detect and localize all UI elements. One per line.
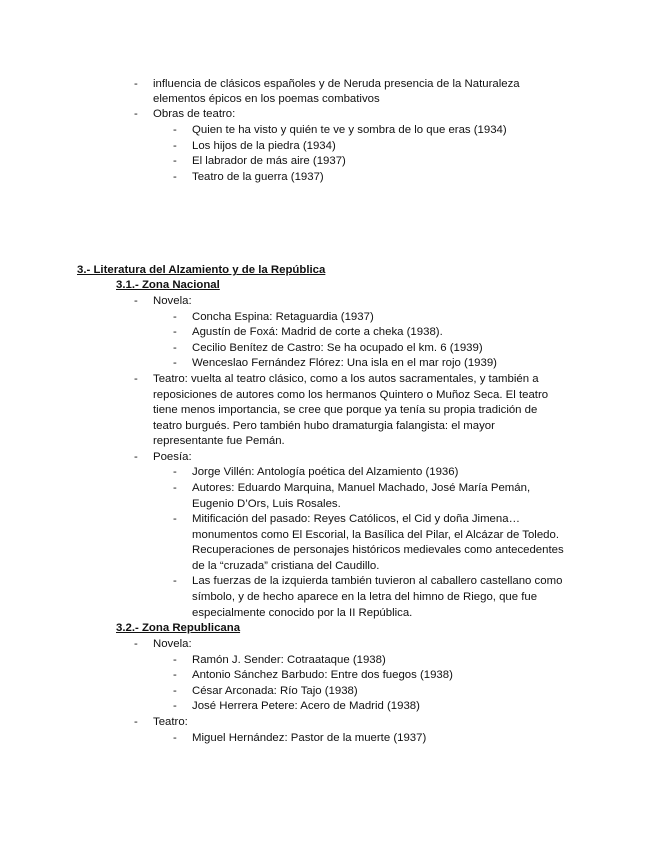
bullet-dash: - (173, 685, 177, 697)
subsection-heading: 3.1.- Zona Nacional (116, 279, 220, 291)
list-item-text: Jorge Villén: Antología poética del Alzamiento (1936) (192, 466, 459, 478)
bullet-dash: - (134, 108, 138, 120)
list-item-text: Teatro: (153, 716, 188, 728)
paragraph-line: tiene menos importancia, se cree que porque ya tenía su propia tradición de (153, 404, 538, 416)
bullet-dash: - (134, 295, 138, 307)
bullet-dash: - (173, 654, 177, 666)
list-item-text: especialmente conocido por la II República. (192, 607, 413, 619)
list-item-text: El labrador de más aire (1937) (192, 155, 346, 167)
bullet-dash: - (134, 638, 138, 650)
bullet-dash: - (173, 732, 177, 744)
paragraph-line: representante fue Pemán. (153, 435, 285, 447)
list-item-text: Quien te ha visto y quién te ve y sombra de lo que eras (1934) (192, 124, 507, 136)
bullet-dash: - (173, 124, 177, 136)
list-item-text: de la “cruzada” cristiana del Caudillo. (192, 560, 380, 572)
bullet-dash: - (134, 373, 138, 385)
list-item-text: Poesía: (153, 451, 192, 463)
subsection-heading: 3.2.- Zona Republicana (116, 622, 241, 634)
section-heading: 3.- Literatura del Alzamiento y de la República (77, 264, 326, 276)
list-item-text: Eugenio D’Ors, Luis Rosales. (192, 498, 341, 510)
list-item-text: símbolo, y de hecho aparece en la letra del himno de Riego, que fue (192, 591, 538, 603)
list-item-text: Concha Espina: Retaguardia (1937) (192, 311, 374, 323)
list-item-text: Mitificación del pasado: Reyes Católicos, el Cid y doña Jimena… (192, 513, 520, 525)
list-item-text: Las fuerzas de la izquierda también tuvieron al caballero castellano como (192, 575, 563, 587)
list-item-text: Ramón J. Sender: Cotraataque (1938) (192, 654, 386, 666)
bullet-dash: - (134, 78, 138, 90)
paragraph-line: reposiciones de autores como los hermanos Quintero o Muñoz Seca. El teatro (153, 389, 549, 401)
bullet-dash: - (173, 171, 177, 183)
list-item-text: Novela: (153, 295, 192, 307)
list-item-text: Wenceslao Fernández Flórez: Una isla en el mar rojo (1939) (192, 357, 497, 369)
list-item-text: Miguel Hernández: Pastor de la muerte (1937) (192, 732, 427, 744)
list-item-text: Recuperaciones de personajes históricos medievales como antecedentes (192, 544, 564, 556)
bullet-dash: - (173, 140, 177, 152)
list-item-text: elementos épicos en los poemas combativos (153, 93, 380, 105)
list-item-text: Cecilio Benítez de Castro: Se ha ocupado el km. 6 (1939) (192, 342, 483, 354)
bullet-dash: - (173, 326, 177, 338)
bullet-dash: - (173, 342, 177, 354)
bullet-dash: - (173, 466, 177, 478)
bullet-dash: - (134, 716, 138, 728)
bullet-dash: - (173, 482, 177, 494)
bullet-dash: - (173, 311, 177, 323)
list-item-text: Los hijos de la piedra (1934) (192, 140, 336, 152)
bullet-dash: - (173, 575, 177, 587)
list-item-text: Novela: (153, 638, 192, 650)
list-item-text: monumentos como El Escorial, la Basílica del Pilar, el Alcázar de Toledo. (192, 529, 560, 541)
paragraph-line: Teatro: vuelta al teatro clásico, como a los autos sacramentales, y también a (153, 373, 539, 385)
list-item-text: Teatro de la guerra (1937) (192, 171, 324, 183)
list-item-text: Antonio Sánchez Barbudo: Entre dos fuegos (1938) (192, 669, 453, 681)
bullet-dash: - (173, 513, 177, 525)
list-item-text: José Herrera Petere: Acero de Madrid (1938) (192, 700, 420, 712)
list-item-text: Autores: Eduardo Marquina, Manuel Machado, José María Pemán, (192, 482, 531, 494)
bullet-dash: - (173, 700, 177, 712)
list-item-text: Obras de teatro: (153, 108, 236, 120)
bullet-dash: - (134, 451, 138, 463)
list-item-text: Agustín de Foxá: Madrid de corte a cheka (1938). (192, 326, 443, 338)
list-item-text: César Arconada: Río Tajo (1938) (192, 685, 358, 697)
paragraph-line: teatro burgués. Pero también hubo dramaturgia falangista: el mayor (153, 420, 495, 432)
list-item-text: influencia de clásicos españoles y de Neruda presencia de la Naturaleza (153, 78, 520, 90)
bullet-dash: - (173, 669, 177, 681)
bullet-dash: - (173, 155, 177, 167)
bullet-dash: - (173, 357, 177, 369)
